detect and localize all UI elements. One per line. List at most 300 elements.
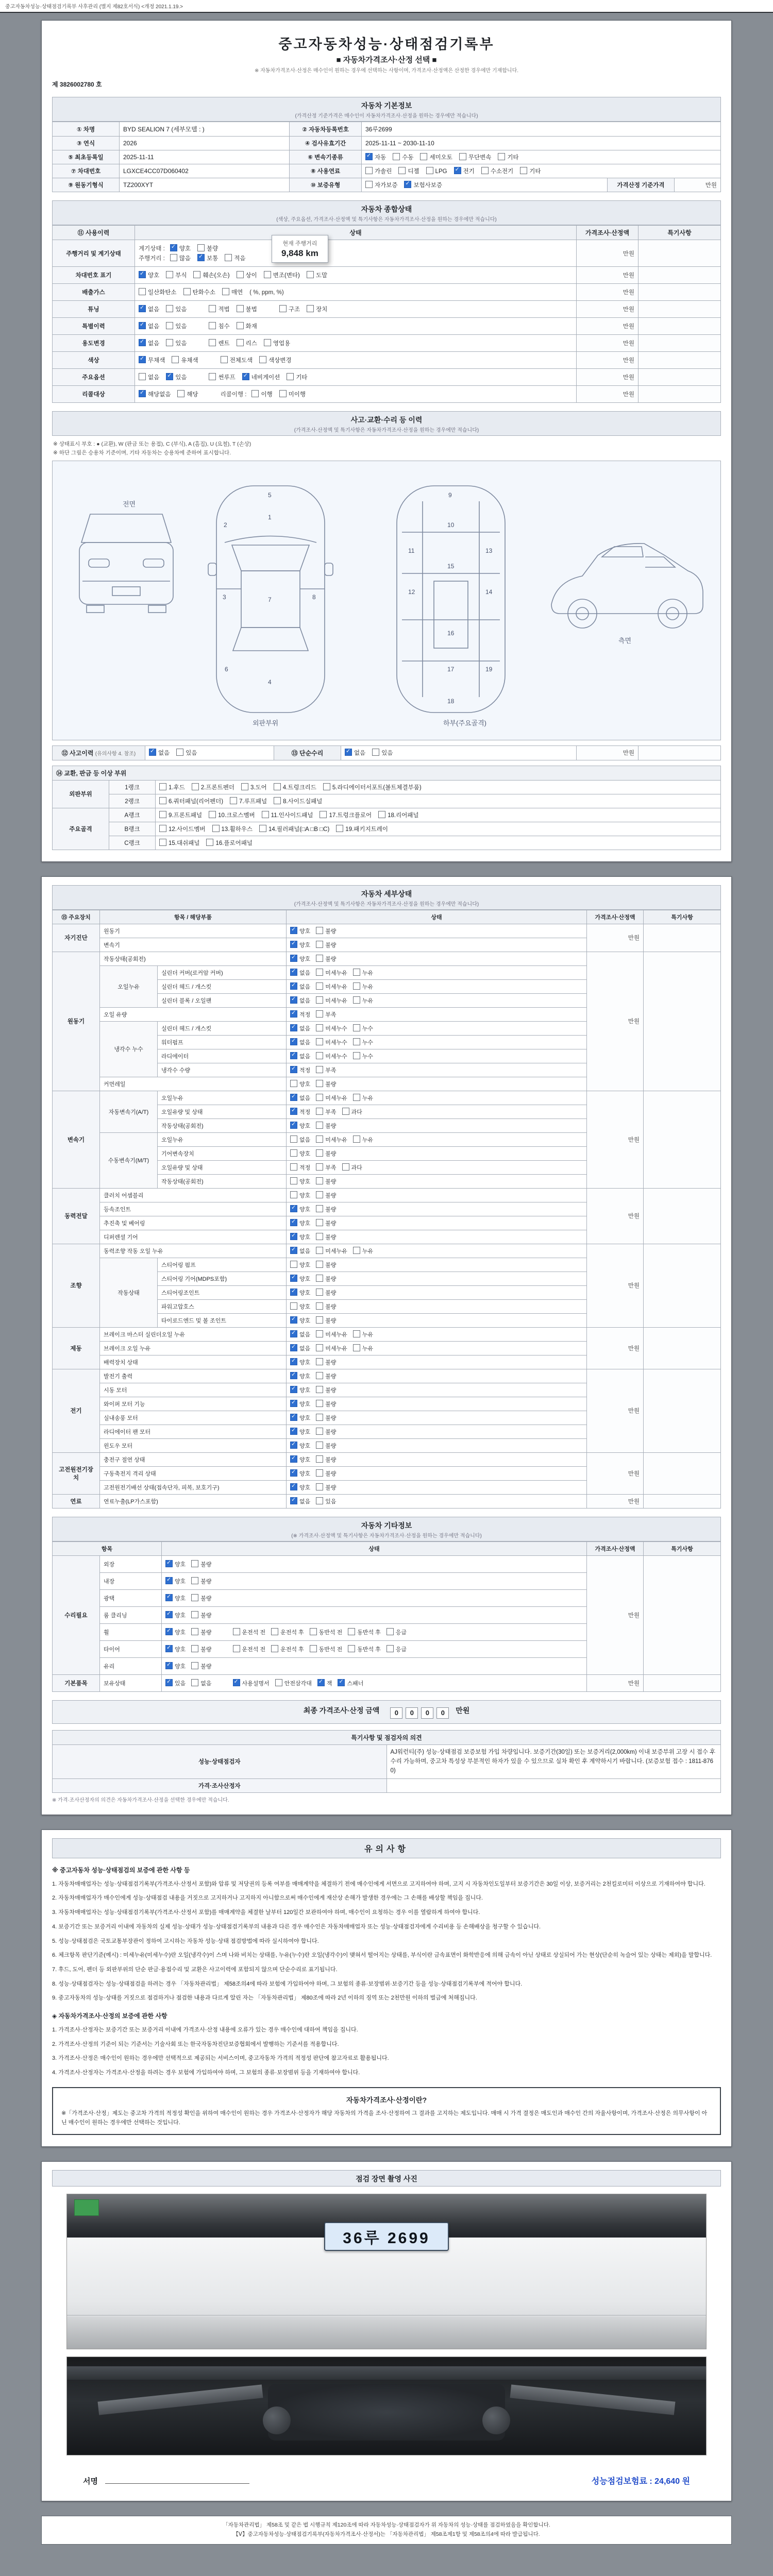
checkbox-checked[interactable] [139,322,146,329]
checkbox[interactable] [342,1163,349,1171]
checkbox[interactable] [159,839,166,846]
checkbox-option[interactable] [316,1151,336,1157]
checkbox[interactable] [316,1455,323,1463]
checkbox[interactable] [233,1628,240,1635]
checkbox[interactable] [323,783,330,790]
checkbox-option[interactable] [193,273,229,279]
checkbox-checked[interactable] [165,1577,173,1584]
checkbox[interactable] [191,1594,198,1601]
checkbox[interactable] [386,1645,394,1652]
checkbox-option[interactable] [316,998,347,1004]
checkbox-option[interactable] [454,168,475,175]
checkbox-option[interactable] [316,928,336,935]
checkbox-option[interactable] [233,1647,266,1653]
checkbox[interactable] [192,783,199,790]
checkbox-option[interactable] [365,182,397,189]
checkbox[interactable] [316,1358,323,1365]
checkbox-option[interactable] [353,984,373,990]
checkbox-option[interactable] [323,785,422,791]
checkbox-checked[interactable] [149,749,156,756]
checkbox-option[interactable] [209,812,255,819]
checkbox-option[interactable] [139,273,159,279]
checkbox[interactable] [191,1645,198,1652]
checkbox[interactable] [353,1038,360,1045]
checkbox-option[interactable] [290,1095,310,1101]
checkbox-option[interactable] [225,256,245,262]
checkbox[interactable] [279,390,287,397]
checkbox[interactable] [307,305,314,312]
checkbox-option[interactable] [353,1137,373,1143]
checkbox-checked[interactable] [365,153,373,160]
checkbox[interactable] [290,1191,297,1198]
checkbox-option[interactable] [165,1596,186,1602]
checkbox-option[interactable] [353,1040,373,1046]
checkbox-option[interactable] [365,155,386,161]
checkbox[interactable] [193,271,200,278]
checkbox-option[interactable] [316,1346,347,1352]
checkbox-option[interactable] [316,1248,347,1255]
checkbox[interactable] [316,1080,323,1087]
checkbox[interactable] [191,1577,198,1584]
checkbox-option[interactable] [290,1081,310,1088]
checkbox-checked[interactable] [290,1414,297,1421]
checkbox-option[interactable] [230,799,267,805]
checkbox-option[interactable] [290,1276,310,1282]
checkbox-checked[interactable] [166,373,173,380]
checkbox-option[interactable] [165,1681,186,1687]
checkbox-option[interactable] [320,812,372,819]
checkbox[interactable] [316,1233,323,1240]
checkbox-option[interactable] [237,341,257,347]
checkbox-option[interactable] [170,246,191,252]
checkbox-option[interactable] [316,956,336,962]
checkbox-option[interactable] [316,1040,347,1046]
checkbox-option[interactable] [316,1109,336,1115]
checkbox-option[interactable] [259,826,329,833]
checkbox[interactable] [197,244,205,251]
checkbox[interactable] [316,1483,323,1490]
checkbox-option[interactable] [170,256,191,262]
checkbox[interactable] [316,1442,323,1449]
checkbox-checked[interactable] [317,1679,325,1686]
checkbox-checked[interactable] [290,969,297,976]
checkbox-option[interactable] [316,1234,336,1241]
checkbox-checked[interactable] [139,390,146,397]
checkbox-option[interactable] [165,1630,186,1636]
checkbox[interactable] [393,153,400,160]
checkbox[interactable] [353,1052,360,1059]
checkbox-option[interactable] [183,290,215,296]
checkbox-option[interactable] [166,375,187,381]
checkbox-option[interactable] [310,1647,343,1653]
checkbox-option[interactable] [316,1262,336,1268]
checkbox-option[interactable] [316,1012,336,1018]
checkbox-option[interactable] [139,392,171,398]
checkbox-option[interactable] [420,155,452,161]
checkbox-option[interactable] [290,1290,310,1296]
checkbox-option[interactable] [316,1193,336,1199]
checkbox-option[interactable] [290,1054,310,1060]
checkbox-option[interactable] [139,307,159,313]
checkbox-option[interactable] [290,1443,310,1449]
checkbox[interactable] [237,271,244,278]
checkbox[interactable] [398,167,406,174]
checkbox[interactable] [316,1289,323,1296]
checkbox-option[interactable] [372,750,393,756]
checkbox-option[interactable] [316,942,336,948]
checkbox[interactable] [316,996,323,1004]
checkbox[interactable] [310,1628,317,1635]
checkbox-option[interactable] [316,1304,336,1310]
checkbox-option[interactable] [398,168,419,175]
checkbox[interactable] [316,1428,323,1435]
checkbox-checked[interactable] [139,271,146,278]
checkbox-option[interactable] [271,1630,304,1636]
checkbox-option[interactable] [342,1109,362,1115]
checkbox-option[interactable] [290,928,310,935]
checkbox-option[interactable] [279,392,306,398]
checkbox-option[interactable] [279,307,300,313]
checkbox[interactable] [353,1330,360,1337]
checkbox[interactable] [230,797,237,804]
checkbox-option[interactable] [290,1165,310,1171]
checkbox[interactable] [159,783,166,790]
checkbox-option[interactable] [316,1054,347,1060]
checkbox[interactable] [316,1414,323,1421]
checkbox[interactable] [316,1372,323,1379]
signature-area[interactable] [83,2474,249,2486]
checkbox[interactable] [316,1316,323,1324]
checkbox[interactable] [307,271,314,278]
checkbox[interactable] [177,390,184,397]
checkbox-checked[interactable] [242,373,249,380]
checkbox-option[interactable] [290,1137,310,1143]
checkbox[interactable] [259,356,266,363]
checkbox-checked[interactable] [290,1219,297,1226]
checkbox-option[interactable] [353,1026,373,1032]
checkbox-checked[interactable] [290,1372,297,1379]
checkbox-checked[interactable] [290,1233,297,1240]
checkbox[interactable] [274,797,281,804]
checkbox-option[interactable] [271,1647,304,1653]
checkbox-option[interactable] [316,970,347,976]
checkbox-option[interactable] [242,375,280,381]
checkbox-option[interactable] [191,1579,211,1585]
checkbox[interactable] [221,356,228,363]
checkbox[interactable] [378,811,385,818]
checkbox-checked[interactable] [290,1442,297,1449]
checkbox[interactable] [159,825,166,832]
checkbox-option[interactable] [159,840,199,846]
checkbox-option[interactable] [290,1429,310,1435]
checkbox[interactable] [316,1302,323,1310]
checkbox-option[interactable] [290,1401,310,1408]
checkbox-option[interactable] [290,1067,310,1074]
checkbox-checked[interactable] [290,1386,297,1393]
checkbox[interactable] [159,797,166,804]
checkbox-option[interactable] [159,785,185,791]
checkbox[interactable] [316,982,323,990]
checkbox-option[interactable] [316,1471,336,1477]
checkbox[interactable] [209,322,216,329]
checkbox[interactable] [316,1066,323,1073]
checkbox-option[interactable] [209,324,229,330]
checkbox[interactable] [316,1219,323,1226]
checkbox-checked[interactable] [338,1679,345,1686]
checkbox-option[interactable] [290,970,310,976]
checkbox-option[interactable] [290,1499,310,1505]
checkbox-option[interactable] [209,307,229,313]
checkbox-option[interactable] [316,1360,336,1366]
checkbox[interactable] [316,1469,323,1477]
checkbox-checked[interactable] [165,1628,173,1635]
checkbox-checked[interactable] [139,356,146,363]
checkbox[interactable] [320,811,327,818]
checkbox[interactable] [264,339,271,346]
checkbox[interactable] [316,1330,323,1337]
checkbox[interactable] [336,825,343,832]
checkbox[interactable] [166,322,173,329]
checkbox-option[interactable] [191,1681,211,1687]
checkbox-option[interactable] [159,812,202,819]
checkbox-checked[interactable] [290,955,297,962]
checkbox-option[interactable] [290,1374,310,1380]
checkbox[interactable] [353,1344,360,1351]
checkbox[interactable] [342,1108,349,1115]
checkbox[interactable] [316,1247,323,1254]
checkbox-option[interactable] [197,246,218,252]
checkbox[interactable] [279,305,287,312]
checkbox-option[interactable] [237,273,257,279]
checkbox-option[interactable] [166,307,187,313]
checkbox[interactable] [316,1136,323,1143]
checkbox[interactable] [498,153,505,160]
checkbox[interactable] [316,1400,323,1407]
checkbox-option[interactable] [172,358,198,364]
checkbox[interactable] [353,982,360,990]
checkbox-checked[interactable] [290,1247,297,1254]
checkbox[interactable] [206,839,213,846]
checkbox[interactable] [353,969,360,976]
checkbox-checked[interactable] [290,1275,297,1282]
checkbox[interactable] [316,1275,323,1282]
checkbox[interactable] [274,783,281,790]
checkbox-option[interactable] [353,970,373,976]
checkbox-option[interactable] [191,1562,211,1568]
checkbox[interactable] [316,1344,323,1351]
checkbox-option[interactable] [342,1165,362,1171]
checkbox-option[interactable] [166,324,187,330]
checkbox-option[interactable] [316,1137,347,1143]
checkbox[interactable] [316,1094,323,1101]
checkbox[interactable] [251,390,259,397]
checkbox-checked[interactable] [170,244,177,251]
checkbox[interactable] [316,1108,323,1115]
checkbox-option[interactable] [316,1276,336,1282]
checkbox[interactable] [426,167,433,174]
checkbox-checked[interactable] [290,1358,297,1365]
checkbox-option[interactable] [212,826,253,833]
checkbox[interactable] [176,749,183,756]
checkbox[interactable] [353,1024,360,1031]
checkbox[interactable] [353,996,360,1004]
checkbox-option[interactable] [316,1387,336,1394]
checkbox-option[interactable] [316,1429,336,1435]
checkbox-option[interactable] [262,812,313,819]
signature-line[interactable] [105,2474,249,2484]
checkbox-checked[interactable] [290,1122,297,1129]
checkbox-option[interactable] [290,1026,310,1032]
checkbox-checked[interactable] [233,1679,240,1686]
checkbox-option[interactable] [316,1415,336,1421]
checkbox-option[interactable] [520,168,541,175]
checkbox-option[interactable] [290,1360,310,1366]
checkbox-option[interactable] [290,984,310,990]
checkbox-option[interactable] [426,168,447,175]
checkbox-option[interactable] [290,1234,310,1241]
checkbox[interactable] [233,1645,240,1652]
checkbox-option[interactable] [165,1562,186,1568]
checkbox-option[interactable] [166,273,187,279]
checkbox-option[interactable] [353,998,373,1004]
checkbox[interactable] [212,825,220,832]
checkbox-option[interactable] [176,750,197,756]
checkbox-option[interactable] [259,358,291,364]
checkbox-option[interactable] [316,1290,336,1296]
checkbox-option[interactable] [287,375,307,381]
checkbox[interactable] [264,271,271,278]
checkbox-option[interactable] [290,1207,310,1213]
checkbox-option[interactable] [237,307,257,313]
checkbox[interactable] [172,356,179,363]
checkbox[interactable] [209,811,216,818]
checkbox-option[interactable] [241,785,267,791]
checkbox-option[interactable] [165,1579,186,1585]
checkbox-option[interactable] [353,1054,373,1060]
checkbox[interactable] [262,811,269,818]
checkbox-option[interactable] [316,1081,336,1088]
checkbox[interactable] [365,181,373,188]
checkbox-option[interactable] [290,1471,310,1477]
checkbox-option[interactable] [290,1151,310,1157]
checkbox-option[interactable] [290,1346,310,1352]
checkbox[interactable] [316,1122,323,1129]
checkbox[interactable] [316,1191,323,1198]
checkbox-option[interactable] [481,168,513,175]
checkbox-option[interactable] [307,307,327,313]
checkbox-option[interactable] [290,1304,310,1310]
checkbox-option[interactable] [192,785,234,791]
checkbox-checked[interactable] [290,1483,297,1490]
checkbox-option[interactable] [345,750,365,756]
checkbox[interactable] [316,1177,323,1184]
checkbox[interactable] [166,271,173,278]
checkbox-option[interactable] [290,1123,310,1129]
checkbox[interactable] [287,373,294,380]
checkbox-option[interactable] [209,375,235,381]
checkbox-checked[interactable] [290,941,297,948]
checkbox-option[interactable] [290,1332,310,1338]
checkbox-option[interactable] [264,273,300,279]
checkbox-option[interactable] [378,812,418,819]
checkbox-option[interactable] [290,1387,310,1394]
checkbox-checked[interactable] [290,1497,297,1504]
checkbox[interactable] [183,288,191,295]
checkbox-checked[interactable] [290,1455,297,1463]
checkbox-option[interactable] [316,984,347,990]
checkbox[interactable] [316,955,323,962]
checkbox-option[interactable] [353,1346,373,1352]
checkbox-option[interactable] [348,1647,381,1653]
checkbox[interactable] [290,1302,297,1310]
checkbox-option[interactable] [139,375,159,381]
checkbox-checked[interactable] [290,1344,297,1351]
checkbox[interactable] [271,1645,278,1652]
checkbox[interactable] [225,254,232,261]
checkbox-option[interactable] [316,1067,336,1074]
checkbox-option[interactable] [290,1485,310,1491]
checkbox[interactable] [316,1010,323,1018]
checkbox[interactable] [191,1560,198,1567]
checkbox-checked[interactable] [165,1679,173,1686]
checkbox-option[interactable] [307,273,327,279]
checkbox-option[interactable] [386,1647,407,1653]
checkbox-option[interactable] [275,1681,312,1687]
checkbox-option[interactable] [290,1415,310,1421]
checkbox-option[interactable] [290,1262,310,1268]
checkbox-checked[interactable] [290,1066,297,1073]
checkbox[interactable] [237,322,244,329]
checkbox-option[interactable] [191,1664,211,1670]
checkbox-option[interactable] [459,155,491,161]
checkbox-option[interactable] [290,942,310,948]
checkbox[interactable] [290,1136,297,1143]
checkbox-checked[interactable] [290,1316,297,1324]
checkbox-option[interactable] [139,290,177,296]
checkbox[interactable] [166,305,173,312]
checkbox-option[interactable] [139,358,165,364]
checkbox-option[interactable] [316,1179,336,1185]
checkbox-checked[interactable] [290,1330,297,1337]
checkbox-checked[interactable] [165,1560,173,1567]
checkbox[interactable] [459,153,466,160]
checkbox-option[interactable] [316,1221,336,1227]
checkbox[interactable] [209,373,216,380]
checkbox-option[interactable] [316,1165,336,1171]
checkbox-option[interactable] [191,1596,211,1602]
checkbox[interactable] [316,927,323,934]
checkbox-option[interactable] [290,956,310,962]
checkbox-checked[interactable] [139,305,146,312]
checkbox-option[interactable] [290,1457,310,1463]
checkbox-option[interactable] [139,324,159,330]
checkbox-option[interactable] [264,341,290,347]
checkbox-option[interactable] [290,1221,310,1227]
checkbox[interactable] [209,305,216,312]
checkbox-checked[interactable] [290,927,297,934]
checkbox-option[interactable] [290,1040,310,1046]
checkbox[interactable] [316,969,323,976]
checkbox-option[interactable] [290,998,310,1004]
checkbox-option[interactable] [310,1630,343,1636]
checkbox[interactable] [365,167,373,174]
checkbox-option[interactable] [317,1681,332,1687]
checkbox[interactable] [353,1094,360,1101]
checkbox[interactable] [159,811,166,818]
checkbox-option[interactable] [316,1401,336,1408]
checkbox-checked[interactable] [290,1400,297,1407]
checkbox[interactable] [237,305,244,312]
